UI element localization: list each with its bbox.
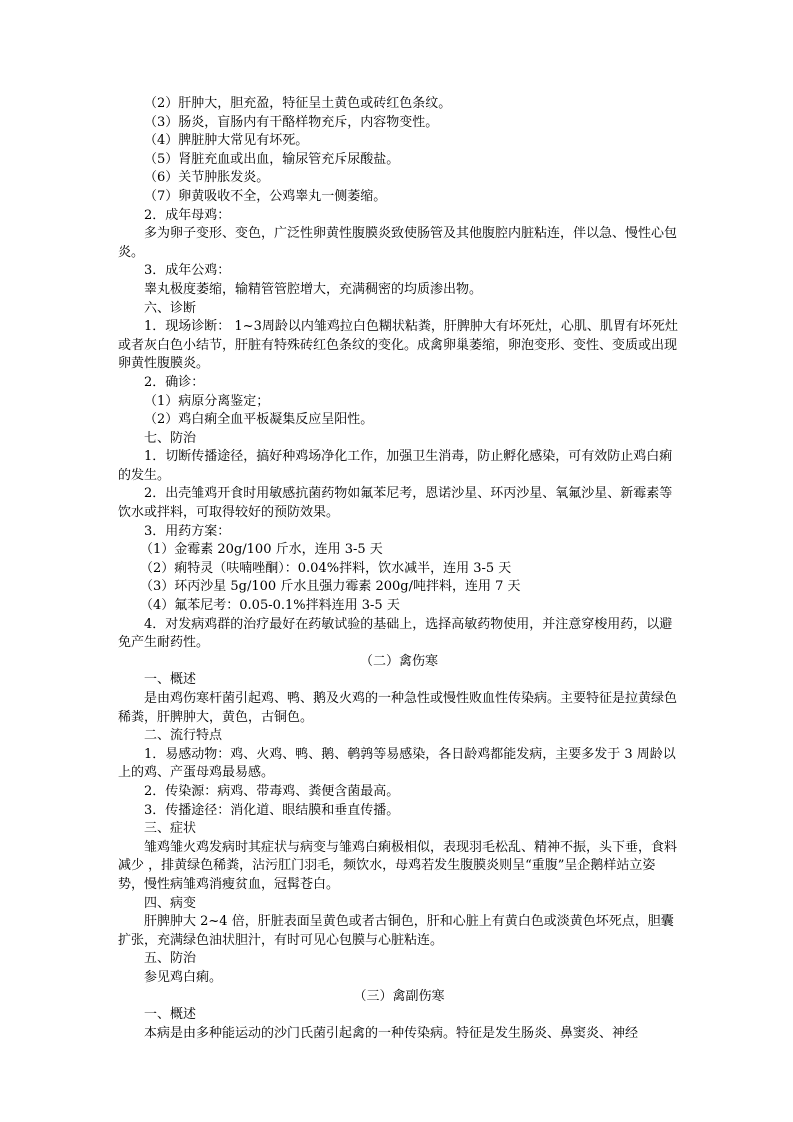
text-paragraph: （4）脾脏肿大常见有坏死。 — [144, 133, 309, 149]
text-paragraph: 本病是由多种能运动的沙门氏菌引起禽的一种传染病。特征是发生肠炎、鼻窦炎、神经 — [144, 1025, 639, 1041]
text-paragraph: 2．成年母鸡： — [144, 207, 231, 223]
text-paragraph: 五、防治 — [144, 951, 197, 967]
text-paragraph: （2）肝肿大，胆充盈，特征呈土黄色或砖红色条纹。 — [144, 96, 452, 111]
text-paragraph: 多为卵子变形、变色，广泛性卵黄性腹膜炎致使肠管及其他腹腔内脏粘连，伴以急、慢性心包炎。 — [118, 226, 678, 260]
section-heading: （三）禽副伤寒 — [353, 988, 445, 1004]
text-paragraph: 二、流行特点 — [144, 728, 223, 744]
text-paragraph: 3．成年公鸡： — [144, 263, 231, 279]
text-paragraph: 1．现场诊断： 1~3周龄以内雏鸡拉白色糊状粘粪，肝脾肿大有坏死灶，心肌、肌胃有坏死灶或者灰白色小结节，肝脏有特殊砖红色条纹的变化。成禽卵巢萎缩，卵泡变形、变性、变质或出现卵黄性腹膜炎。 — [118, 319, 678, 372]
text-paragraph: 1．切断传播途径，搞好种鸡场净化工作，加强卫生消毒，防止孵化感染，可有效防止鸡白痢的发生。 — [118, 449, 673, 483]
text-paragraph: 一、概述 — [144, 1007, 197, 1023]
text-paragraph: 参见鸡白痢。 — [144, 969, 223, 985]
text-paragraph: （4）氟苯尼考：0.05-0.1%拌料连用 3-5 天 — [140, 598, 400, 614]
text-paragraph: （7）卵黄吸收不全，公鸡睾丸一侧萎缩。 — [144, 188, 387, 204]
text-paragraph: 是由鸡伤寒杆菌引起鸡、鸭、鹅及火鸡的一种急性或慢性败血性传染病。主要特征是拉黄绿色稀粪，肝脾肿大，黄色，古铜色。 — [118, 691, 678, 725]
text-paragraph: 2．出壳雏鸡开食时用敏感抗菌药物如氟苯尼考，恩诺沙星、环丙沙星、氧氟沙星、新霉素等饮水或拌料，可取得较好的预防效果。 — [118, 486, 673, 521]
text-paragraph: 雏鸡雏火鸡发病时其症状与病变与雏鸡白痢极相似，表现羽毛松乱、精神不振，头下垂，食料减少 ，排黄绿色稀粪，沾污肛门羽毛，频饮水，母鸡若发生腹膜炎则呈“重腹”呈企鹅样站立姿势，慢性病雏鸡消瘦贫血，冠髯苍白。 — [118, 839, 678, 892]
text-paragraph: （3）肠炎，盲肠内有干酪样物充斥，内容物变性。 — [144, 114, 439, 130]
text-paragraph: 2．确诊： — [144, 374, 205, 390]
text-paragraph: （2）痢特灵（呋喃唑酮）：0.04%拌料，饮水减半，连用 3-5 天 — [140, 560, 512, 576]
document-page — [118, 95, 680, 1043]
text-paragraph: 4．对发病鸡群的治疗最好在药敏试验的基础上，选择高敏药物使用，并注意穿梭用药，以避免产生耐药性。 — [118, 616, 673, 651]
text-paragraph: （6）关节肿胀发炎。 — [144, 170, 270, 186]
text-paragraph: （2）鸡白痢全血平板凝集反应呈阳性。 — [144, 412, 374, 428]
text-paragraph: 三、症状 — [144, 821, 197, 837]
text-paragraph: 一、概述 — [144, 672, 197, 688]
text-paragraph: 3．用药方案： — [144, 523, 231, 539]
text-paragraph: 2．传染源：病鸡、带毒鸡、粪便含菌最高。 — [144, 783, 400, 799]
text-paragraph: （1）病原分离鉴定； — [144, 393, 270, 409]
text-paragraph: 肝脾肿大 2~4 倍，肝脏表面呈黄色或者古铜色，肝和心脏上有黄白色或淡黄色坏死点，胆囊扩张，充满绿色油状胆汁，有时可见心包膜与心脏粘连。 — [118, 914, 674, 948]
text-paragraph: （1）金霉素 20g/100 斤水，连用 3-5 天 — [140, 542, 383, 558]
text-paragraph: 七、防治 — [144, 430, 197, 446]
text-paragraph: （5）肾脏充血或出血，输尿管充斥尿酸盐。 — [144, 151, 400, 167]
text-paragraph: 四、病变 — [144, 895, 197, 911]
section-heading: （二）禽伤寒 — [359, 653, 438, 669]
text-paragraph: 睾丸极度萎缩，输精管管腔增大，充满稠密的均质渗出物。 — [144, 281, 483, 297]
text-paragraph: 六、诊断 — [144, 300, 197, 316]
text-paragraph: （3）环丙沙星 5g/100 斤水且强力霉素 200g/吨拌料，连用 7 天 — [140, 579, 521, 595]
text-paragraph: 3．传播途径：消化道、眼结膜和垂直传播。 — [144, 802, 400, 818]
text-paragraph: 1．易感动物：鸡、火鸡、鸭、鹅、鹌鹑等易感染，各日龄鸡都能发病，主要多发于 3 周龄以上的鸡、产蛋母鸡最易感。 — [118, 746, 676, 781]
